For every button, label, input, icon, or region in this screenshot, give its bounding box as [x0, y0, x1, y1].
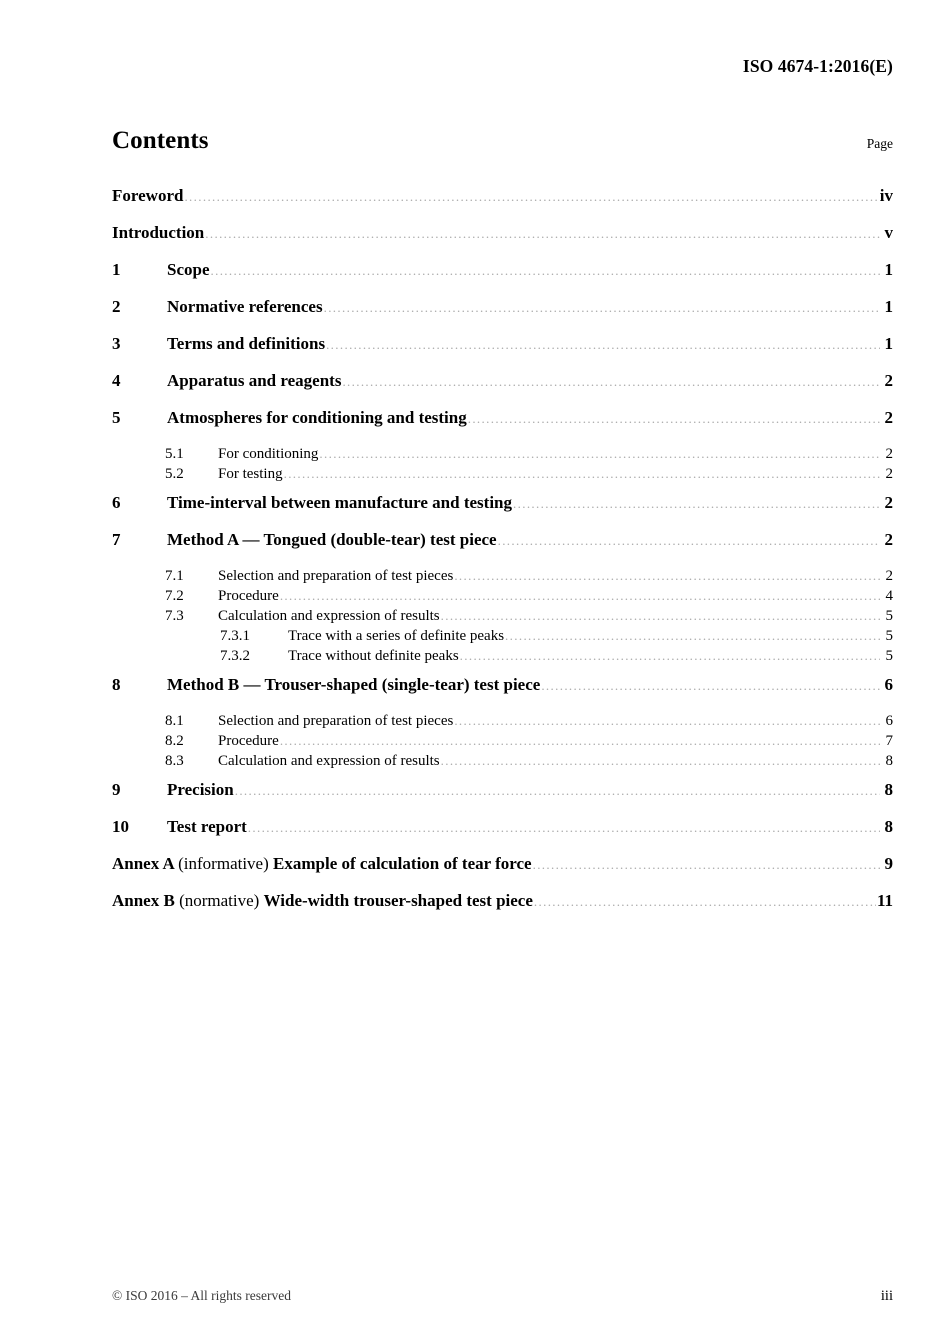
toc-entry-page-number: 5 — [885, 648, 893, 664]
toc-annex-note: (informative) — [178, 854, 274, 873]
toc-entry-page-number: 1 — [884, 334, 893, 353]
toc-entry-number: 7.3 — [165, 608, 184, 624]
toc-entry-page-number: v — [884, 223, 893, 242]
toc-entry-label: Scope — [167, 260, 210, 279]
toc-entry-page-number: 1 — [884, 260, 893, 279]
toc-entry-page-number: 6 — [884, 675, 893, 694]
toc-entry-label: Calculation and expression of results — [218, 608, 440, 624]
toc-entry-number: 7.2 — [165, 588, 184, 604]
toc-entry[interactable] — [112, 443, 893, 463]
page-title: Contents — [112, 127, 209, 154]
toc-dot-leader — [541, 673, 880, 690]
toc-entry[interactable] — [112, 258, 893, 287]
toc-entry[interactable] — [112, 295, 893, 324]
toc-entry[interactable] — [112, 815, 893, 844]
toc-dot-leader — [184, 184, 878, 201]
toc-entry-label: Test report — [167, 817, 247, 836]
toc-entry-label: Selection and preparation of test pieces — [218, 568, 454, 584]
toc-entry[interactable] — [112, 221, 893, 250]
toc-entry-number: 8 — [112, 675, 121, 694]
document-reference-header: ISO 4674-1:2016(E) — [742, 56, 893, 76]
toc-dot-leader — [498, 528, 880, 545]
toc-entry[interactable] — [112, 184, 893, 213]
toc-entry[interactable] — [112, 491, 893, 520]
toc-entry[interactable] — [112, 673, 893, 702]
toc-entry[interactable] — [112, 852, 893, 881]
toc-dot-leader — [505, 625, 880, 640]
toc-entry-page-number: 2 — [885, 446, 893, 462]
toc-entry-page-number: 5 — [885, 628, 893, 644]
toc-annex-note: (normative) — [179, 891, 264, 910]
toc-entry-number: 8.3 — [165, 753, 184, 769]
toc-entry[interactable] — [112, 565, 893, 585]
toc-dot-leader — [441, 750, 880, 765]
toc-entry-number: 7.3.2 — [220, 648, 250, 664]
toc-entry-page-number: iv — [879, 186, 893, 205]
toc-entry-page-number: 2 — [884, 530, 893, 549]
toc-entry-page-number: 2 — [885, 466, 893, 482]
toc-entry-number: 4 — [112, 371, 121, 390]
toc-entry-number: 8.1 — [165, 713, 184, 729]
toc-entry-label — [112, 891, 533, 911]
toc-dot-leader — [235, 778, 880, 795]
toc-entry[interactable] — [112, 625, 893, 645]
toc-entry-label: Trace with a series of definite peaks — [288, 628, 505, 644]
toc-dot-leader — [454, 565, 880, 580]
toc-entry-label: Introduction — [112, 223, 205, 242]
toc-entry[interactable] — [112, 585, 893, 605]
toc-entry-page-number: 4 — [885, 588, 893, 604]
toc-dot-leader — [319, 443, 880, 458]
toc-entry-number: 2 — [112, 297, 121, 316]
toc-dot-leader — [280, 585, 880, 600]
toc-entry-label: For conditioning — [218, 446, 319, 462]
toc-dot-leader — [324, 295, 880, 312]
toc-entry-label: Method A — Tongued (double-tear) test piece — [167, 530, 497, 549]
toc-annex-number: Annex A — [112, 854, 179, 873]
toc-entry-label: Method B — Trouser-shaped (single-tear) test piece — [167, 675, 541, 694]
toc-entry[interactable] — [112, 710, 893, 730]
toc-entry[interactable] — [112, 605, 893, 625]
toc-dot-leader — [205, 221, 880, 238]
toc-entry-label: Procedure — [218, 588, 279, 604]
toc-entry-number: 5 — [112, 408, 121, 427]
toc-entry-page-number: 6 — [885, 713, 893, 729]
copyright-notice: © ISO 2016 – All rights reserved — [112, 1288, 291, 1303]
toc-entry-label: Precision — [167, 780, 234, 799]
toc-dot-leader — [284, 463, 880, 478]
toc-entry-label: Trace without definite peaks — [288, 648, 459, 664]
table-of-contents — [112, 184, 893, 918]
toc-entry-number: 5.1 — [165, 446, 184, 462]
toc-entry-label: Terms and definitions — [167, 334, 326, 353]
page-footer — [112, 1288, 893, 1305]
toc-dot-leader — [326, 332, 880, 349]
toc-entry-label: Atmospheres for conditioning and testing — [167, 408, 467, 427]
toc-entry-number: 7 — [112, 530, 121, 549]
toc-entry[interactable] — [112, 406, 893, 435]
toc-dot-leader — [441, 605, 880, 620]
toc-dot-leader — [342, 369, 880, 386]
toc-entry[interactable] — [112, 889, 893, 918]
toc-entry[interactable] — [112, 730, 893, 750]
toc-entry-label: Procedure — [218, 733, 279, 749]
toc-dot-leader — [460, 645, 880, 660]
toc-entry-number: 1 — [112, 260, 121, 279]
toc-dot-leader — [533, 852, 880, 869]
toc-entry-page-number: 2 — [884, 408, 893, 427]
toc-entry-number: 8.2 — [165, 733, 184, 749]
toc-entry[interactable] — [112, 369, 893, 398]
toc-entry[interactable] — [112, 750, 893, 770]
toc-entry[interactable] — [112, 645, 893, 665]
toc-dot-leader — [280, 730, 880, 745]
contents-header-row — [112, 128, 893, 153]
toc-entry-label: For testing — [218, 466, 283, 482]
toc-entry-page-number: 2 — [884, 371, 893, 390]
toc-entry[interactable] — [112, 332, 893, 361]
toc-entry-page-number: 1 — [884, 297, 893, 316]
toc-entry-number: 6 — [112, 493, 121, 512]
toc-entry-label — [112, 854, 532, 874]
toc-entry-number: 9 — [112, 780, 121, 799]
toc-entry-number: 5.2 — [165, 466, 184, 482]
toc-entry-label: Apparatus and reagents — [167, 371, 342, 390]
toc-entry-label: Foreword — [112, 186, 184, 205]
toc-dot-leader — [513, 491, 880, 508]
toc-entry-page-number: 2 — [884, 493, 893, 512]
toc-entry-number: 3 — [112, 334, 121, 353]
toc-entry-label: Calculation and expression of results — [218, 753, 440, 769]
toc-entry-page-number: 8 — [884, 817, 893, 836]
toc-entry-page-number: 2 — [885, 568, 893, 584]
toc-entry-page-number: 5 — [885, 608, 893, 624]
toc-entry-page-number: 11 — [876, 891, 893, 910]
toc-entry-number: 10 — [112, 817, 129, 836]
toc-entry-page-number: 9 — [884, 854, 893, 873]
toc-entry-number: 7.1 — [165, 568, 184, 584]
toc-dot-leader — [454, 710, 880, 725]
toc-entry-page-number: 8 — [884, 780, 893, 799]
toc-entry-label: Time-interval between manufacture and testing — [167, 493, 513, 512]
toc-annex-title: Wide-width trouser-shaped test piece — [263, 891, 533, 910]
toc-entry-label: Selection and preparation of test pieces — [218, 713, 454, 729]
toc-dot-leader — [248, 815, 880, 832]
toc-entry[interactable] — [112, 528, 893, 557]
toc-entry[interactable] — [112, 463, 893, 483]
toc-annex-number: Annex B — [112, 891, 180, 910]
page-column-label: Page — [866, 135, 893, 151]
toc-dot-leader — [534, 889, 876, 906]
toc-entry-page-number: 7 — [885, 733, 893, 749]
toc-annex-title: Example of calculation of tear force — [273, 854, 532, 873]
toc-entry[interactable] — [112, 778, 893, 807]
toc-entry-label: Normative references — [167, 297, 323, 316]
toc-dot-leader — [211, 258, 881, 275]
toc-entry-page-number: 8 — [885, 753, 893, 769]
toc-entry-number: 7.3.1 — [220, 628, 250, 644]
toc-dot-leader — [468, 406, 880, 423]
page-folio: iii — [880, 1288, 893, 1304]
